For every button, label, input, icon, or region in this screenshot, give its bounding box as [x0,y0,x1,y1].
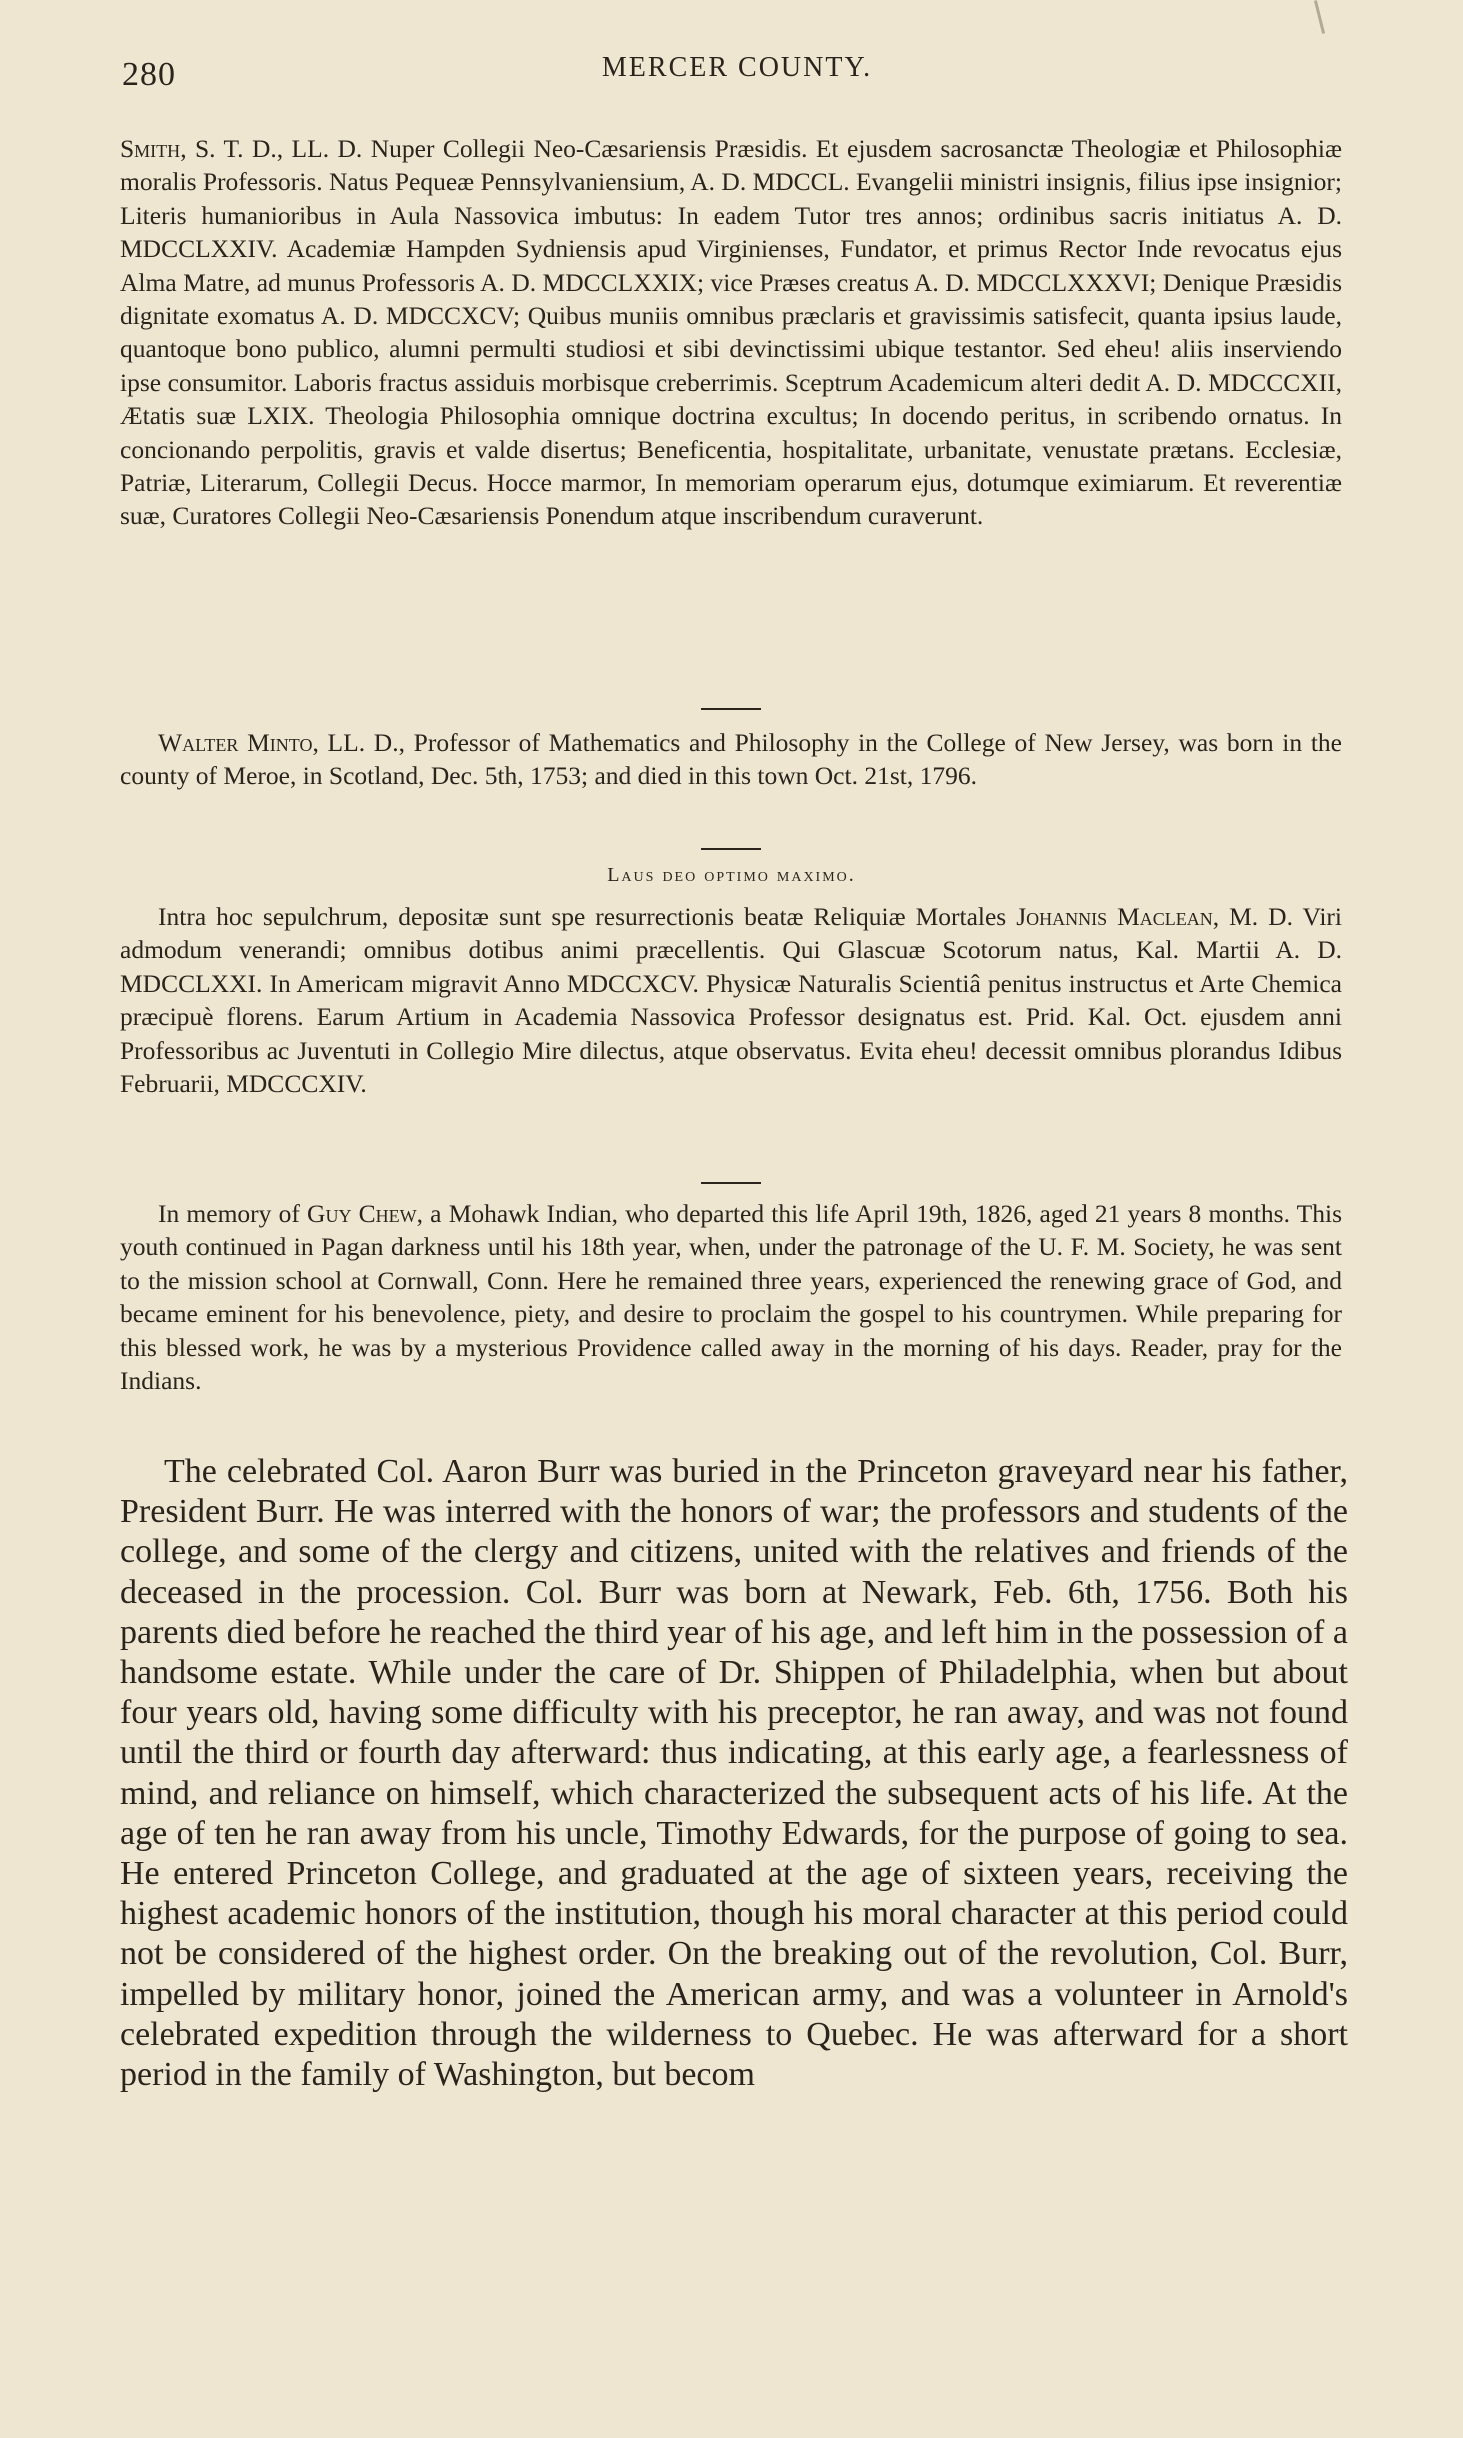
page-header [122,48,1352,98]
chew-text-before: In memory of [158,1199,308,1228]
maclean-heading: Laus deo optimo maximo. [607,864,856,886]
burr-text: The celebrated Col. Aaron Burr was buried in the Princeton graveyard near his father, President Burr. He was interred with the honors of war; the professors and students of the college, and some of the clergy and citizens, united with the relatives and friends of the deceased in the procession. Col. Burr was born at Newark, Feb. 6th, 1756. Both his parents died before he reached the third year of his age, and left him in the possession of a handsome estate. While under the care of Dr. Shippen of Philadelphia, when but about four years old, having some difficulty with his preceptor, he ran away, and was not found until the third or fourth day afterward: thus indicating, at this early age, a fearlessness of mind, and reliance on himself, which characterized the subsequent acts of his life. At the age of ten he ran away from his uncle, Timothy Edwards, for the purpose of going to sea. He entered Princeton College, and graduated at the age of sixteen years, receiving the highest academic honors of the institution, though his moral character at this period could not be considered of the highest order. On the breaking out of the revolution, Col. Burr, impelled by military honor, joined the American army, and was a volunteer in Arnold's celebrated expedition through the wilderness to Quebec. He was afterward for a short period in the family of Washington, but becom [120,1453,1348,2094]
chew-epitaph [120,1197,1342,1397]
smith-text: , S. T. D., LL. D. Nuper Collegii Neo-Cæsariensis Præsidis. Et ejusdem sacrosanctæ Theologiæ et Philosophiæ moralis Professoris. Natus Pequeæ Pennsylvaniensium, A. D. MDCCL. Evangelii ministri insignis, filius ipse insignior; Literis humanioribus in Aula Nassovica imbutus: In eadem Tutor tres annos; ordinibus sacris initiatus A. D. MDCCLXXIV. Academiæ Hampden Sydniensis apud Virginienses, Fundator, et primus Rector Inde revocatus ejus Alma Matre, ad munus Professoris A. D. MDCCLXXIX; vice Præses creatus A. D. MDCCLXXXVI; Denique Præsidis dignitate exomatus A. D. MDCCXCV; Quibus muniis omnibus præclaris et gravissimis satisfecit, quanta ipsius laude, quantoque bono publico, alumni permulti studiosi et sibi devinctissimi ubique testantor. Sed eheu! aliis inserviendo ipse consumitor. Laboris fractus assiduis morbisque creberrimis. Sceptrum Academicum alteri dedit A. D. MDCCCXII, Ætatis suæ LXIX. Theologia Philosophia omnique doctrina excultus; In docendo peritus, in scribendo ornatus. In concionando perpolitis, gravis et valde disertus; Beneficentia, hospitalitate, urbanitate, venustate prætans. Ecclesiæ, Patriæ, Literarum, Collegii Decus. Hocce marmor, In memoriam operarum ejus, dotumque eximiarum. Et reverentiæ suæ, Curatores Collegii Neo-Cæsariensis Ponendum atque inscribendum curaverunt. [120,134,1342,531]
section-divider [701,848,761,850]
section-divider [701,1182,761,1184]
chew-text-after: , a Mohawk Indian, who departed this life April 19th, 1826, aged 21 years 8 months. This youth continued in Pagan darkness until his 18th year, when, under the patronage of the U. F. M. Society, he was sent to the mission school at Cornwall, Conn. Here he remained three years, experienced the renewing grace of God, and became eminent for his benevolence, piety, and desire to proclaim the gospel to his countrymen. While preparing for this blessed work, he was by a mysterious Providence called away in the morning of his days. Reader, pray for the Indians. [120,1199,1343,1396]
section-divider [701,708,761,710]
page-number: 280 [122,56,176,93]
maclean-text-after: , M. D. Viri admodum venerandi; omnibus dotibus animi præcellentis. Qui Glascuæ Scotorum natus, Kal. Martii A. D. MDCCLXXI. In Americam migravit Anno MDCCXCV. Physicæ Naturalis Scientiâ penitus instructus et Arte Chemica præcipuè florens. Earum Artium in Academia Nassovica Professor designatus est. Prid. Kal. Oct. ejusdem anni Professoribus ac Juventuti in Collegio Mire dilectus, atque observatus. Evita eheu! decessit omnibus plorandus Idibus Februarii, MDCCCXIV. [120,902,1342,1099]
minto-name: Walter Minto [158,728,313,757]
smith-name: Smith [120,134,181,163]
maclean-text-before: Intra hoc sepulchrum, depositæ sunt spe resurrectionis beatæ Reliquiæ Mortales [158,902,1017,931]
maclean-name: Johannis Maclean [1016,902,1213,931]
minto-epitaph [120,726,1342,793]
smith-epitaph [120,132,1342,533]
maclean-epitaph [120,900,1342,1100]
running-head: MERCER COUNTY. [601,52,873,83]
chew-name: Guy Chew [307,1199,417,1228]
minto-text: , LL. D., Professor of Mathematics and Philosophy in the College of New Jersey, was born in the county of Meroe, in Scotland, Dec. 5th, 1753; and died in this town Oct. 21st, 1796. [120,728,1342,791]
margin-mark [1314,0,1325,34]
burr-paragraph [120,1452,1348,2095]
